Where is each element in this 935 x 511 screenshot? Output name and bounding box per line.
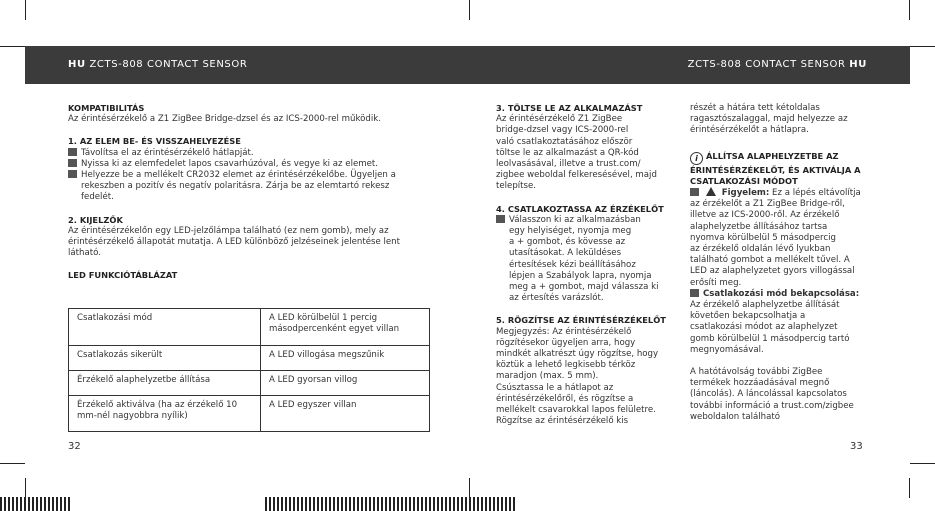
middle-column (496, 103, 676, 427)
warning-line: Figyelem: Ez a lépés eltávolítja (690, 187, 870, 199)
section-heading: 5. RÖGZÍTSE AZ ÉRINTÉSÉRZÉKELŐT (496, 315, 666, 326)
text-line: nyomva körülbelül 5 másodpercig (690, 232, 836, 243)
text-line: köztük a lehető legkisebb térköz (496, 360, 636, 371)
text-line: illetve az ICS-2000-ről. Az érzékelő (690, 210, 840, 221)
paragraph (496, 114, 676, 192)
list-item-cont: fedelét. (81, 192, 114, 203)
text-line: a + gombot, és kövesse az (509, 237, 626, 248)
crop-mark (910, 46, 935, 47)
text-line: mindkét alkatrészt úgy rögzítse, hogy (496, 349, 659, 360)
table-cell: A LED gyorsan villog (261, 371, 430, 396)
text-line: rögzítésekor ügyeljen arra, hogy (496, 337, 636, 348)
printer-marks (265, 497, 515, 511)
text-line: termékek hozzáadásával megnő (690, 378, 830, 389)
crop-mark (25, 478, 26, 498)
list-item: Nyissa ki az elemfedelet lapos csavarhúzóval, és vegye ki az elemet. (68, 159, 428, 170)
text-line: Csúsztassa le a hátlapot az (496, 382, 614, 393)
text-line: bridge-dzsel vagy ICS-2000-rel (496, 125, 629, 136)
table-row (69, 371, 430, 396)
lang-code: HU (849, 59, 867, 70)
text-line: Megjegyzés: Az érintésérzékelő (496, 326, 632, 337)
text-line: weboldalon található (690, 411, 780, 422)
section-heading: 4. CSATLAKOZTASSA AZ ÉRZÉKELŐT (496, 203, 664, 214)
step-2-icon (68, 159, 77, 167)
section-heading: 1. AZ ELEM BE- ÉS VISSZAHELYEZÉSE (68, 136, 241, 147)
crop-mark (0, 463, 25, 464)
crop-mark (25, 0, 26, 20)
right-column (690, 103, 870, 423)
table-row (69, 396, 430, 432)
text-line: LED az alaphelyzetet gyors villogással (690, 266, 855, 277)
text-line: Az érzékelő alaphelyzetbe állítását (690, 300, 840, 311)
list-item: Távolítsa el az érintésérzékelő hátlapját. (68, 148, 428, 159)
header-title: ZCTS-808 CONTACT SENSOR (687, 59, 846, 70)
crop-mark (469, 0, 470, 20)
text-line: erősíti meg. (690, 277, 742, 288)
text-line: az érzékelő oldalán lévő lyukban (690, 244, 831, 255)
text-line: Válasszon ki az alkalmazásban (496, 215, 676, 226)
text-line: ragasztószalaggal, majd helyezze az (690, 114, 848, 125)
table-cell: Érzékelő aktiválva (ha az érzékelő 10 mm-nél nagyobbra nyílik) (69, 396, 261, 432)
table-cell: A LED körülbelül 1 percig másodpercenként egyet villan (261, 309, 430, 346)
list-item (496, 215, 676, 305)
crop-mark (0, 46, 25, 47)
crop-mark (909, 0, 910, 20)
text-line: található gombot a mellékelt tűvel. A (690, 255, 850, 266)
text-line: Az érintésérzékelő Z1 ZigBee (496, 114, 623, 125)
text-line: telepítse. (496, 181, 537, 192)
text-line: gomb körülbelül 1 másodpercig tartó (690, 333, 850, 344)
table-cell: Érzékelő alaphelyzetbe állítása (69, 371, 261, 396)
header-title: ZCTS-808 CONTACT SENSOR (89, 59, 248, 70)
text-line: Rögzítse az érintésérzékelő kis (496, 416, 629, 427)
header-right (688, 59, 867, 70)
paragraph (690, 199, 870, 289)
page-number: 33 (850, 441, 863, 452)
crop-mark (910, 463, 935, 464)
section-heading: CSATLAKOZÁSI MÓDOT (690, 175, 798, 186)
list-item: Csatlakozási mód bekapcsolása: (690, 289, 870, 300)
paragraph: Az érintésérzékelőn egy LED-jelzőlámpa található (ez nem gomb), mely az (68, 225, 389, 236)
section-heading: 2. KIJELZŐK (68, 214, 123, 225)
text-line: követően bekapcsolhatja a (690, 311, 806, 322)
text-line: (láncolás). A láncolással kapcsolatos (690, 389, 847, 400)
text-line: az értesítés varázslót. (509, 293, 604, 304)
warning-icon (706, 187, 716, 196)
crop-mark (469, 478, 470, 498)
text-line: csatlakozási módot az alaphelyzet (690, 322, 838, 333)
text-line: A hatótávolság további ZigBee (690, 367, 823, 378)
paragraph (690, 300, 870, 356)
text-line: való csatlakoztatásához először (496, 136, 633, 147)
page-number: 32 (68, 441, 81, 452)
table-cell: Csatlakozási mód (69, 309, 261, 346)
section-heading: KOMPATIBILITÁS (68, 103, 145, 113)
paragraph (690, 367, 870, 423)
step-1-icon (68, 148, 77, 156)
text-line: töltse le az alkalmazást a QR-kód (496, 147, 639, 158)
crop-mark (909, 478, 910, 498)
text-line: megnyomásával. (690, 344, 764, 355)
text-line: meg a + gombot, majd válassza ki (509, 282, 659, 293)
text-line: maradjon (max. 5 mm). (496, 371, 599, 382)
text-line: értesítések kézi beállításához (509, 259, 636, 270)
page-header (25, 46, 910, 84)
section-heading: i ÁLLÍTSA ALAPHELYZETBE AZ (690, 151, 870, 165)
text-line: egy helyiséget, nyomja meg (509, 226, 632, 237)
text-line: további információ a trust.com/zigbee (690, 400, 854, 411)
header-left (68, 59, 247, 70)
text-line: utasításokat. A leküldéses (509, 248, 622, 259)
info-icon: i (690, 152, 703, 165)
text-line: az érzékelőt a Z1 ZigBee Bridge-ről, (690, 199, 845, 210)
left-column (68, 103, 428, 282)
text-line: részét a hátára tett kétoldalas (690, 103, 820, 113)
step-2-icon (690, 289, 699, 297)
text-line: leolvasásával, illetve a trust.com/ (496, 159, 641, 170)
printer-marks (0, 497, 70, 511)
section-heading: 3. TÖLTSE LE AZ ALKALMAZÁST (496, 103, 643, 113)
table-row (69, 309, 430, 346)
table-cell: Csatlakozás sikerült (69, 346, 261, 371)
table-row (69, 346, 430, 371)
text-line: érintésérzékelőről, és rögzítse a (496, 393, 634, 404)
text-line: alaphelyzetbe állításához tartsa (690, 221, 828, 232)
table-cell: A LED egyszer villan (261, 396, 430, 432)
paragraph: érintésérzékelő állapotát mutatja. A LED különböző jelzéseinek jelentése lent (68, 237, 400, 248)
table-cell: A LED villogása megszűnik (261, 346, 430, 371)
list-item-cont: rekeszben a pozitív és negatív polaritásra. Zárja be az elemtartó rekesz (81, 181, 390, 192)
text-line: érintésérzékelőt a hátlapra. (690, 125, 809, 136)
list-item: Helyezze be a mellékelt CR2032 elemet az érintésérzékelőbe. Ügyeljen a (68, 170, 428, 181)
paragraph: látható. (68, 248, 101, 259)
step-icon (496, 215, 505, 223)
section-heading: LED FUNKCIÓTÁBLÁZAT (68, 270, 178, 281)
paragraph (690, 103, 870, 137)
section-heading: ÉRINTÉSÉRZÉKELŐT, ÉS AKTIVÁLJA A (690, 164, 861, 175)
step-1-icon (690, 188, 699, 196)
text-line: zigbee weboldal felkeresésével, majd (496, 170, 657, 181)
text-line: lépjen a Szabályok lapra, nyomja (509, 270, 652, 281)
text-line: mellékelt csavarokkal lapos felületre. (496, 405, 656, 416)
lang-code: HU (68, 59, 86, 70)
step-3-icon (68, 170, 77, 178)
paragraph (496, 327, 676, 428)
led-function-table (68, 308, 430, 432)
paragraph: Az érintésérzékelő a Z1 ZigBee Bridge-dzsel és az ICS-2000-rel működik. (68, 114, 381, 125)
